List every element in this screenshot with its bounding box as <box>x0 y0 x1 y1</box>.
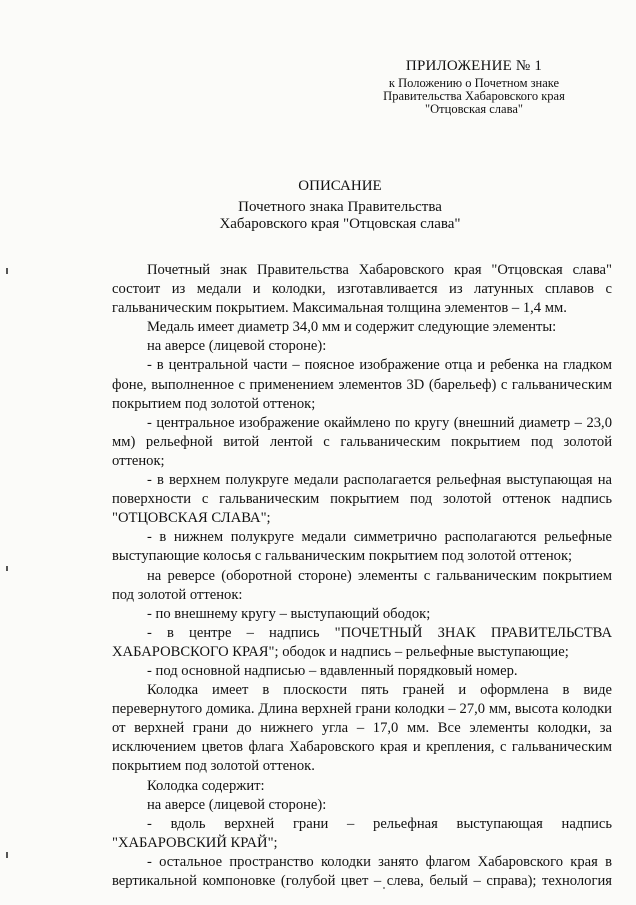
appendix-line: к Положению о Почетном знаке <box>388 76 560 90</box>
appendix-block <box>354 58 594 116</box>
paragraph: на аверсе (лицевой стороне): <box>147 338 327 355</box>
paragraph: на аверсе (лицевой стороне): <box>147 796 327 813</box>
paragraph: - в нижнем полукруге медали симметрично располагаются рельефные выступающие колосья с гальваническим покрытием под золотой оттенок; <box>112 529 612 565</box>
paragraph: - под основной надписью – вдавленный порядковый номер. <box>147 662 518 679</box>
paragraph: - остальное пространство колодки занято флагом Хабаровского края в вертикальной компоновке (голубой цвет – слева, белый – справа); технология <box>112 853 612 889</box>
heading-subtitle: Почетного знака Правительства <box>238 199 442 215</box>
paragraph: - в верхнем полукруге медали располагается рельефная выступающая на поверхности с гальваническим покрытием под золотой оттенок надпись "ОТЦОВСКАЯ СЛАВА"; <box>112 472 612 527</box>
scan-margin-mark <box>6 566 8 571</box>
paragraph: на реверсе (оборотной стороне) элементы с гальваническим покрытием под золотой оттенок: <box>112 567 612 603</box>
scan-margin-mark <box>6 852 8 858</box>
paragraph: - в центральной части – поясное изображение отца и ребенка на гладком фоне, выполненное с применением элементов 3D (барельеф) с гальваническим покрытием под золотой оттенок; <box>112 357 612 412</box>
paragraph: Колодка имеет в плоскости пять граней и оформлена в виде перевернутого домика. Длина верхней грани колодки – 27,0 мм, высота колодки от верхней грани до нижнего угла – 17,0 мм. Все элементы колодки, за исключением цветов флага Хабаровского края и крепления, с гальваническим покрытием под золотой оттенок. <box>112 682 612 775</box>
document-heading <box>0 177 636 233</box>
paragraph: - по внешнему кругу – выступающий ободок; <box>147 605 431 622</box>
appendix-title: ПРИЛОЖЕНИЕ № 1 <box>405 58 543 74</box>
heading-subtitle: Хабаровского края "Отцовская слава" <box>219 216 461 232</box>
paragraph: - вдоль верхней грани – рельефная выступающая надпись "ХАБАРОВСКИЙ КРАЙ"; <box>112 815 612 851</box>
paragraph: Медаль имеет диаметр 34,0 мм и содержит следующие элементы: <box>147 319 557 336</box>
appendix-line: "Отцовская слава" <box>425 102 523 116</box>
appendix-line: Правительства Хабаровского края <box>383 89 565 103</box>
paragraph: - в центре – надпись "ПОЧЕТНЫЙ ЗНАК ПРАВИТЕЛЬСТВА ХАБАРОВСКОГО КРАЯ"; ободок и надпись – рельефные выступающие; <box>112 624 612 660</box>
document-body <box>112 261 612 891</box>
scan-margin-mark <box>6 268 8 274</box>
heading-title: ОПИСАНИЕ <box>298 178 382 194</box>
paragraph: Почетный знак Правительства Хабаровского края "Отцовская слава" состоит из медали и колодки, изготавливается из латунных сплавов с гальваническим покрытием. Максимальная толщина элементов – 1,4 мм. <box>112 262 612 317</box>
paragraph: Колодка содержит: <box>147 777 265 794</box>
paragraph: - центральное изображение окаймлено по кругу (внешний диаметр – 23,0 мм) рельефной витой лентой с гальваническим покрытием под золотой оттенок; <box>112 414 612 469</box>
